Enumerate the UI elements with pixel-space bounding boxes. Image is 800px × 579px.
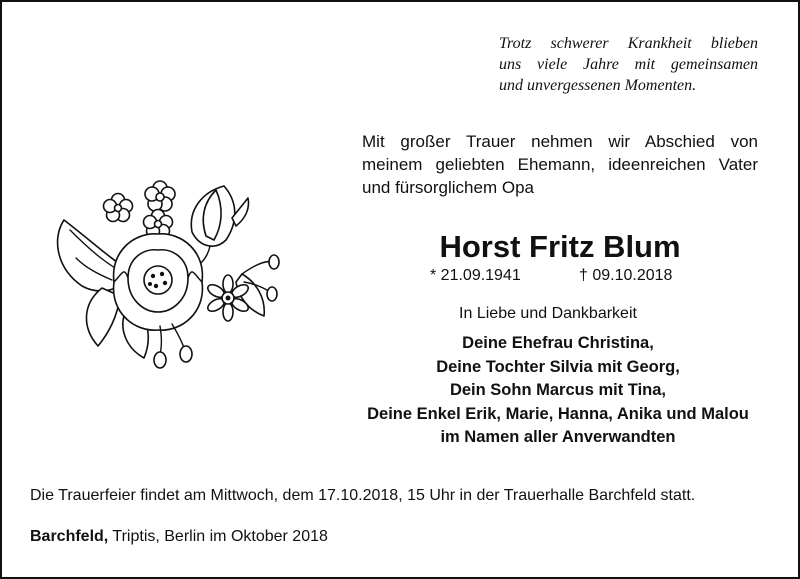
- mourner-line: im Namen aller Anverwandten: [440, 428, 676, 446]
- birth-date: * 21.09.1941: [430, 267, 521, 284]
- funeral-info: Die Trauerfeier findet am Mittwoch, dem 17.10.2018, 15 Uhr in der Trauerhalle Barchfeld statt.: [30, 487, 696, 504]
- intro-line: und fürsorglichem Opa: [362, 178, 534, 197]
- quote-line: Trotz schwerer Krankheit blieben: [499, 35, 758, 52]
- mourners-list: [322, 332, 794, 450]
- mourner-line: Deine Tochter Silvia mit Georg,: [436, 357, 680, 376]
- quote-line: und unvergessenen Momenten.: [499, 77, 697, 94]
- deceased-name: Horst Fritz Blum: [439, 229, 681, 264]
- flower-bouquet-icon: [42, 178, 282, 378]
- mourner-line: Deine Ehefrau Christina,: [462, 334, 654, 352]
- death-date: † 09.10.2018: [579, 267, 673, 284]
- quote: [499, 33, 758, 96]
- mourner-line: Deine Enkel Erik, Marie, Hanna, Anika und Malou: [367, 404, 749, 423]
- intro-line: meinem geliebten Ehemann, ideenreichen Vater: [362, 155, 758, 174]
- place-rest: Triptis, Berlin im Oktober 2018: [108, 528, 328, 545]
- intro-text: [362, 130, 758, 199]
- mourner-line: Dein Sohn Marcus mit Tina,: [449, 381, 667, 399]
- quote-line: uns viele Jahre mit gemeinsamen: [499, 56, 758, 73]
- place-town: Barchfeld,: [30, 528, 109, 545]
- intro-line: Mit großer Trauer nehmen wir Abschied von: [362, 132, 758, 151]
- gratitude-line: In Liebe und Dankbarkeit: [459, 305, 637, 322]
- place-and-date: [30, 527, 530, 547]
